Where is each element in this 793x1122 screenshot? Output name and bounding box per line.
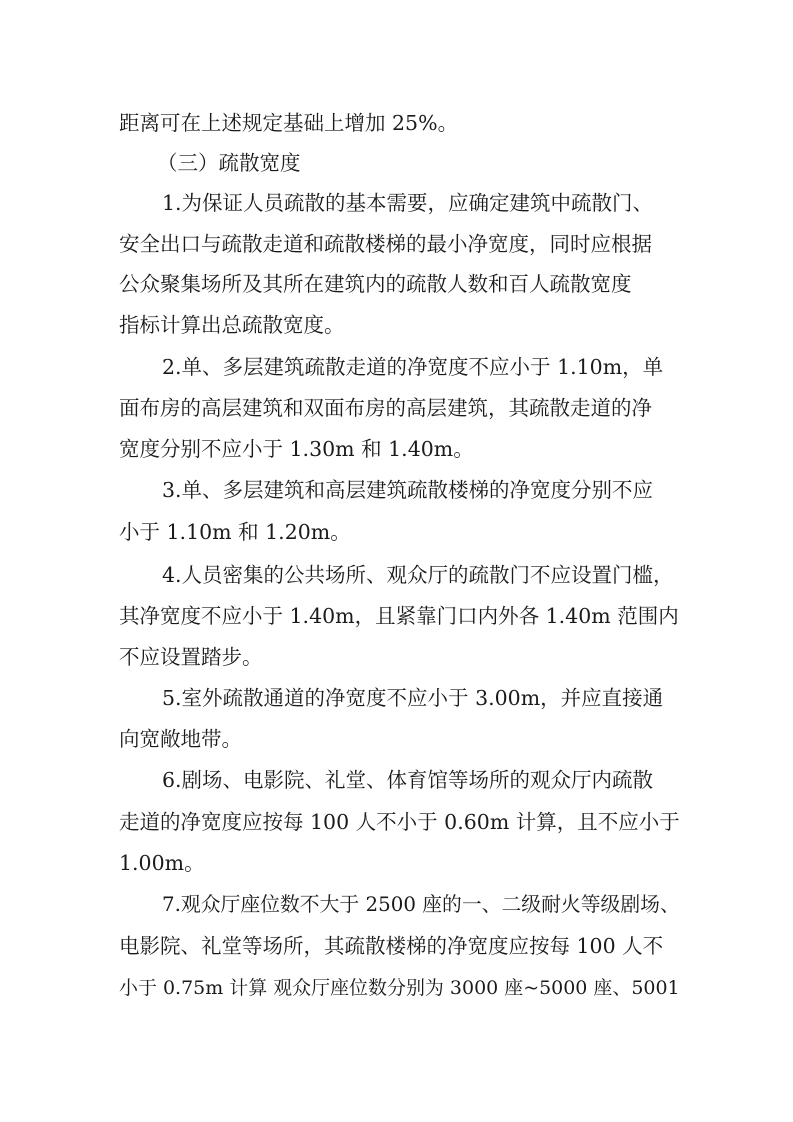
- text-line: 7.观众厅座位数不大于 2500 座的一、二级耐火等级剧场、: [162, 893, 680, 916]
- text-line: 电影院、礼堂等场所，其疏散楼梯的净宽度应按每 100 人不: [119, 934, 664, 958]
- text-line: 3.单、多层建筑和高层建筑疏散楼梯的净宽度分别不应: [162, 478, 654, 502]
- text-line: 其净宽度不应小于 1.40m，且紧靠门口内外各 1.40m 范围内: [119, 604, 679, 628]
- text-line: 小于 0.75m 计算 观众厅座位数分别为 3000 座~5000 座、5001: [119, 977, 680, 999]
- text-line: 1.为保证人员疏散的基本需要，应确定建筑中疏散门、: [162, 191, 654, 215]
- text-line: 安全出口与疏散走道和疏散楼梯的最小净宽度，同时应根据: [119, 232, 652, 256]
- text-line: 走道的净宽度应按每 100 人不小于 0.60m 计算，且不应小于: [119, 810, 680, 834]
- text-line: 不应设置踏步。: [119, 645, 263, 669]
- text-line: 指标计算出总疏散宽度。: [119, 313, 345, 337]
- text-line: 距离可在上述规定基础上增加 25%。: [119, 111, 459, 135]
- text-line: 宽度分别不应小于 1.30m 和 1.40m。: [119, 437, 474, 461]
- text-line: 1.00m。: [119, 851, 205, 875]
- text-line: 公众聚集场所及其所在建筑内的疏散人数和百人疏散宽度: [119, 272, 632, 296]
- text-line: 小于 1.10m 和 1.20m。: [119, 520, 351, 544]
- text-line: 6.剧场、电影院、礼堂、体育馆等场所的观众厅内疏散: [162, 768, 654, 792]
- text-line: 2.单、多层建筑疏散走道的净宽度不应小于 1.10m，单: [162, 355, 664, 379]
- text-line: 面布房的高层建筑和双面布房的高层建筑，其疏散走道的净: [119, 396, 652, 420]
- text-line: 5.室外疏散通道的净宽度不应小于 3.00m，并应直接通: [162, 686, 664, 710]
- text-line: 向宽敞地带。: [119, 727, 242, 751]
- section-heading: （三）疏散宽度: [157, 151, 301, 175]
- text-line: 4.人员密集的公共场所、观众厅的疏散门不应设置门槛，: [162, 563, 674, 587]
